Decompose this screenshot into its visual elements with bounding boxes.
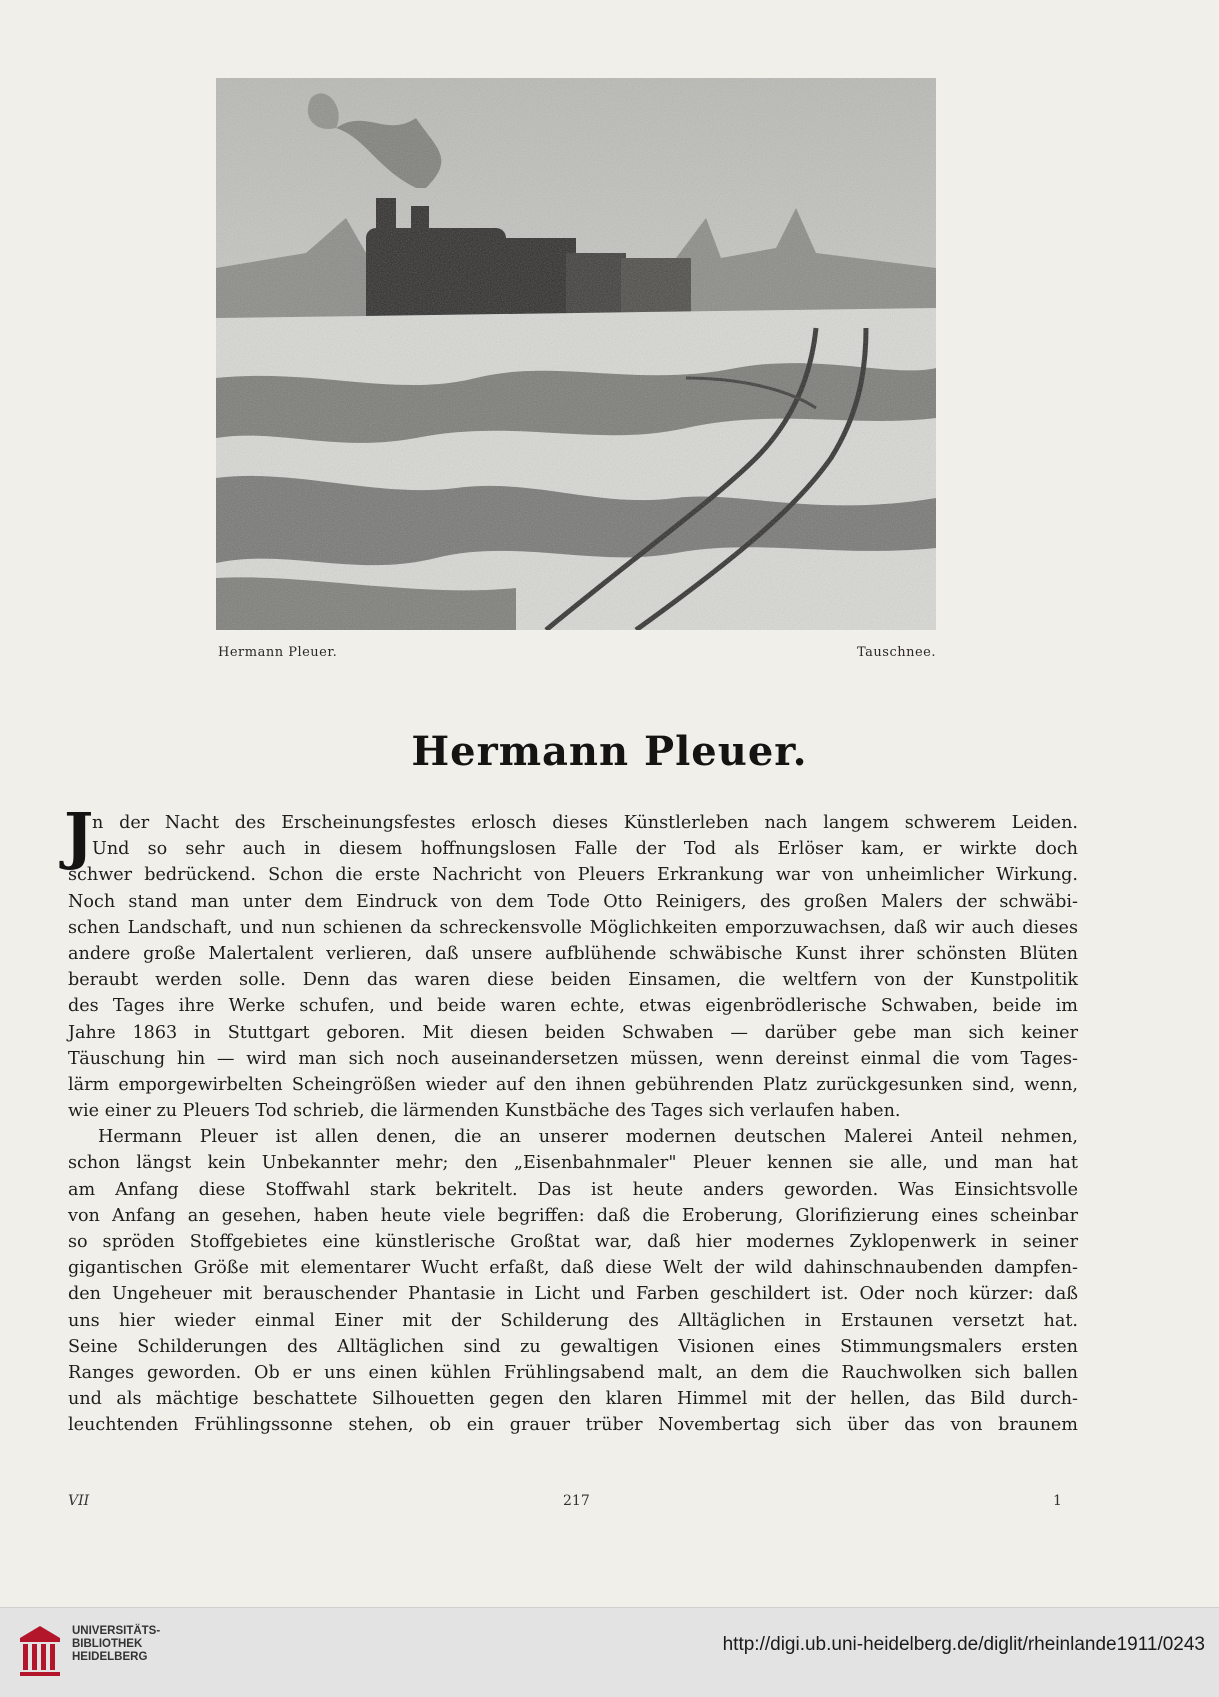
footer-volume: VII: [68, 1493, 90, 1509]
article-line: des Tages ihre Werke schufen, und beide waren echte, etwas eigenbrödlerische Schwaben, beide im: [68, 996, 1078, 1017]
article-line: gigantischen Größe mit elementarer Wucht erfaßt, daß diese Welt der wild dahinschnaubenden dampfen-: [68, 1258, 1078, 1279]
article-line: beraubt werden solle. Denn das waren diese beiden Einsamen, die weltfern von der Kunstpolitik: [68, 970, 1078, 991]
article-line: schwer bedrückend. Schon die erste Nachricht von Pleuers Erkrankung war von unheimlicher Wirkung.: [68, 865, 1078, 886]
library-name[interactable]: [72, 1625, 160, 1664]
article-line: von Anfang an gesehen, haben heute viele begriffen: daß die Eroberung, Glorifizierung eines scheinbar: [68, 1205, 1078, 1226]
painting-locomotive-snow-icon: [216, 78, 936, 630]
painting-image: [216, 78, 936, 630]
footer-page-number: 217: [563, 1493, 590, 1509]
article-line: Und so sehr auch in diesem hoffnungslosen Falle der Tod als Erlöser kam, er wirkte doch: [92, 839, 1078, 860]
article-line: Noch stand man unter dem Eindruck von dem Tode Otto Reinigers, des großen Malers der schwäbi-: [68, 891, 1078, 912]
article-body: [68, 810, 1078, 1439]
article-line: und als mächtige beschattete Silhouetten gegen den klaren Himmel mit der hellen, das Bild durch-: [68, 1389, 1078, 1410]
article-line: uns hier wieder einmal Einer mit der Schilderung des Alltäglichen in Erstaunen versetzt hat.: [68, 1310, 1078, 1331]
painting-caption-artist: Hermann Pleuer.: [218, 645, 338, 660]
article-line: Täuschung hin — wird man sich noch auseinandersetzen müssen, wenn dereinst einmal die vom Tages-: [68, 1048, 1078, 1069]
digital-url-link[interactable]: http://digi.ub.uni-heidelberg.de/diglit/rheinlande1911/0243: [722, 1634, 1205, 1655]
article-dropcap: J: [64, 799, 94, 872]
article-line: andere große Malertalent verlieren, daß unsere aufblühende schwäbische Kunst ihrer schönsten Blüten: [68, 943, 1078, 964]
footer-signature: 1: [1053, 1493, 1062, 1509]
article-line: schen Landschaft, und nun schienen da schreckensvolle Möglichkeiten emporzuwachsen, daß wir auch dieses: [68, 917, 1078, 938]
article-line: schon längst kein Unbekannter mehr; den „Eisenbahnmaler" Pleuer kennen sie alle, und man hat: [68, 1153, 1078, 1174]
article-line: am Anfang diese Stoffwahl stark bekritelt. Das ist heute anders geworden. Was Einsichtsvolle: [68, 1179, 1078, 1200]
painting-caption-title: Tauschnee.: [856, 645, 936, 660]
article-line: Jahre 1863 in Stuttgart geboren. Mit diesen beiden Schwaben — darüber gebe man sich keiner: [68, 1022, 1078, 1043]
article-line: Seine Schilderungen des Alltäglichen sind zu gewaltigen Visionen eines Stimmungsmalers ersten: [68, 1336, 1078, 1357]
article-line: Hermann Pleuer ist allen denen, die an unserer modernen deutschen Malerei Anteil nehmen,: [98, 1127, 1078, 1148]
library-name-line1: UNIVERSITÄTS-: [72, 1625, 161, 1637]
library-footer-bar: [0, 1607, 1219, 1697]
article-line: so spröden Stoffgebietes eine künstlerische Großtat war, daß hier modernes Zyklopenwerk in seiner: [68, 1232, 1078, 1252]
article-line: wie einer zu Pleuers Tod schrieb, die lärmenden Kunstbäche des Tages sich verlaufen haben.: [68, 1101, 901, 1122]
article-line: n der Nacht des Erscheinungsfestes erlosch dieses Künstlerleben nach langem schwerem Leiden.: [92, 813, 1078, 833]
article-title: Hermann Pleuer.: [411, 728, 808, 775]
article-line: leuchtenden Frühlingssonne stehen, ob ein grauer trüber Novembertag sich über das von braunem: [68, 1415, 1078, 1436]
article-line: Ranges geworden. Ob er uns einen kühlen Frühlingsabend malt, an dem die Rauchwolken sich ballen: [68, 1362, 1078, 1383]
library-logo-icon[interactable]: [16, 1620, 64, 1680]
library-name-line3: HEIDELBERG: [72, 1651, 148, 1663]
article-line: lärm emporgewirbelten Scheingrößen wieder auf den ihnen gebührenden Platz zurückgesunken sind, wenn,: [68, 1074, 1078, 1095]
article-line: den Ungeheuer mit berauschender Phantasie in Licht und Farben geschildert ist. Oder noch kürzer: daß: [68, 1284, 1078, 1305]
library-name-line2: BIBLIOTHEK: [72, 1638, 143, 1650]
